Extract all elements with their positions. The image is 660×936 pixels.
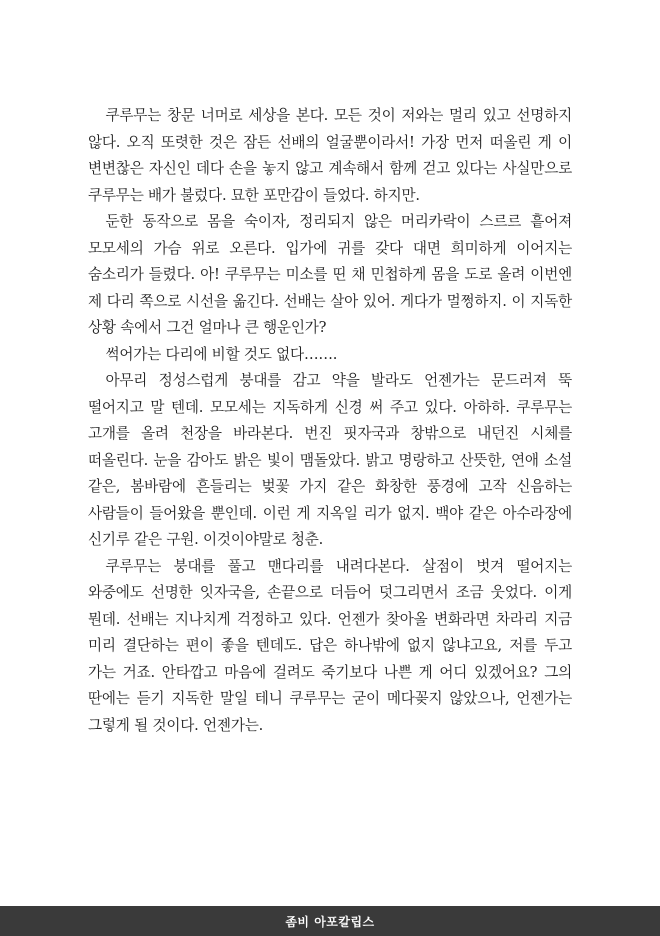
footer-bar bbox=[0, 906, 660, 936]
paragraph: 썩어가는 다리에 비할 것도 없다……. bbox=[105, 345, 338, 363]
page-body bbox=[88, 103, 572, 739]
paragraph: 쿠루무는 붕대를 풀고 맨다리를 내려다본다. 살점이 벗겨 떨어지는 와중에도 선명한 잇자국을, 손끝으로 더듬어 덧그리면서 조금 웃었다. 이게 뭔데. 선배는 지나치게 걱정하고 있다. 언젠가 찾아올 변화라면 차라리 지금 미리 결단하는 편이 좋을 텐데도. 답은 하나밖에 없지 않냐고요, 저를 두고 가는 거죠. 안타깝고 마음에 걸려도 죽기보다 나쁜 게 어디 있겠어요? 그의 딴에는 듣기 지독한 말일 테니 쿠루무는 굳이 메다꽂지 않았으나, 언젠가는 그렇게 될 것이다. 언젠가는. bbox=[88, 557, 572, 734]
paragraph: 둔한 동작으로 몸을 숙이자, 정리되지 않은 머리카락이 스르르 흩어져 모모세의 가슴 위로 오른다. 입가에 귀를 갖다 대면 희미하게 이어지는 숨소리가 들렸다. 아! 쿠루무는 미소를 띤 채 민첩하게 몸을 도로 올려 이번엔 제 다리 쪽으로 시선을 옮긴다. 선배는 살아 있어. 게다가 멀쩡하지. 이 지독한 상황 속에서 그건 얼마나 큰 행운인가? bbox=[88, 213, 572, 336]
footer-title: 좀비 아포칼립스 bbox=[285, 914, 375, 929]
paragraph: 아무리 정성스럽게 붕대를 감고 약을 발라도 언젠가는 문드러져 뚝 떨어지고 말 텐데. 모모세는 지독하게 신경 써 주고 있다. 아하하. 쿠루무는 고개를 올려 천장을 바라본다. 번진 핏자국과 창밖으로 내던진 시체를 떠올린다. 눈을 감아도 밝은 빛이 맴돌았다. 밝고 명랑하고 산뜻한, 연애 소설 같은, 봄바람에 흔들리는 벚꽃 가지 같은 화창한 풍경에 고작 신음하는 사람들이 들어왔을 뿐인데. 이런 게 지옥일 리가 없지. 백야 같은 아수라장에 신기루 같은 구원. 이것이야말로 청춘. bbox=[88, 372, 572, 548]
paragraph: 쿠루무는 창문 너머로 세상을 본다. 모든 것이 저와는 멀리 있고 선명하지 않다. 오직 또렷한 것은 잠든 선배의 얼굴뿐이라서! 가장 먼저 떠올린 게 이 변변찮은 자신인 데다 손을 놓지 않고 계속해서 함께 걷고 있다는 사실만으로 쿠루무는 배가 불렀다. 묘한 포만감이 들었다. 하지만. bbox=[88, 107, 572, 204]
